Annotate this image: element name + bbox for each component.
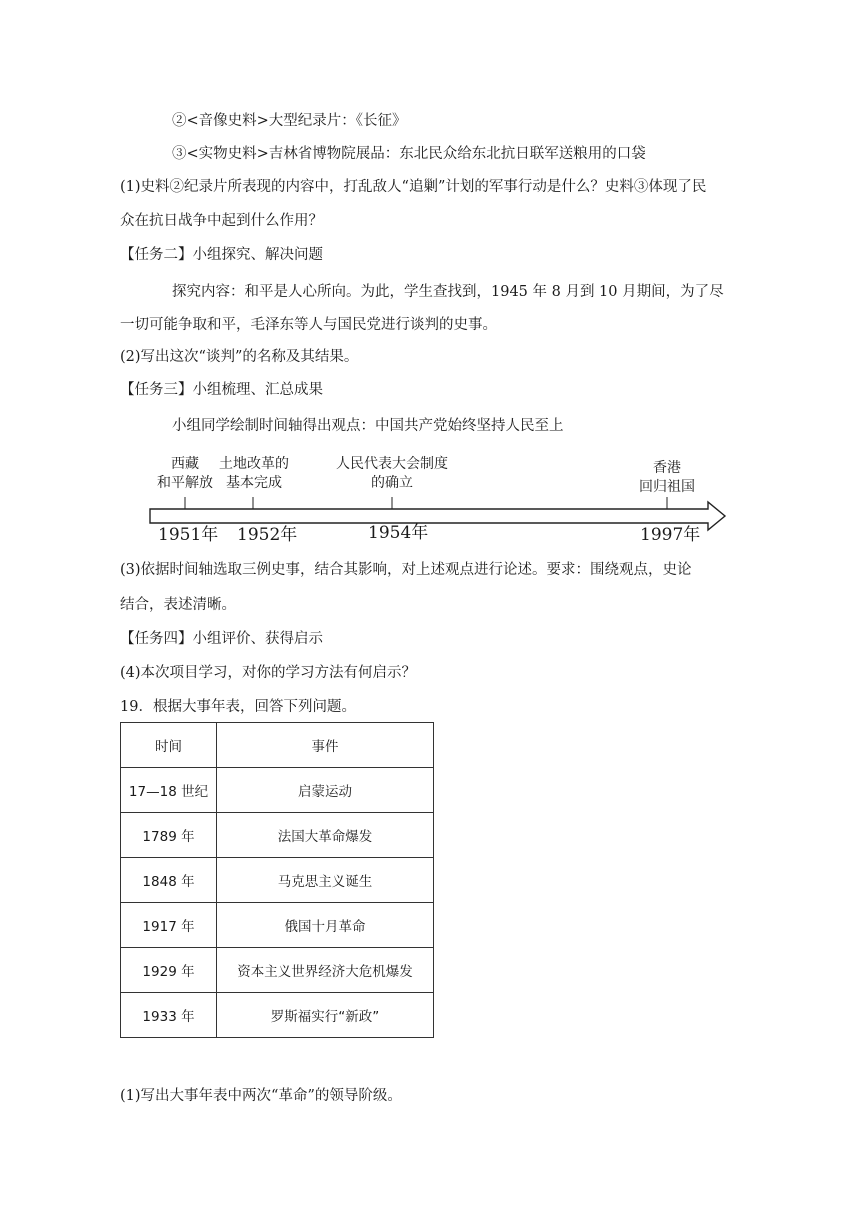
question-1-line-1: (1)史料②纪录片所表现的内容中，打乱敌人“追剿”计划的军事行动是什么？史料③体现了民 (120, 179, 707, 195)
timeline-event-2-label: 土地改革的 基本完成 (219, 456, 289, 491)
explore-line-2: 一切可能争取和平，毛泽东等人与国民党进行谈判的史事。 (120, 317, 497, 333)
table-cell-event: 法国大革命爆发 (217, 813, 434, 858)
table-row (121, 993, 434, 1038)
timeline-event-4-label: 香港 回归祖国 (639, 460, 695, 495)
timeline-intro: 小组同学绘制时间轴得出观点：中国共产党始终坚持人民至上 (172, 418, 564, 434)
table-header-row (121, 723, 434, 768)
timeline-figure (148, 455, 728, 545)
timeline-year-4: 1997年 (640, 525, 701, 545)
question-4: (4)本次项目学习，对你的学习方法有何启示？ (120, 665, 417, 681)
table-cell-event: 俄国十月革命 (217, 903, 434, 948)
table-cell-time: 17—18 世纪 (121, 768, 217, 813)
events-timeline-table (120, 722, 434, 1038)
table-header-time: 时间 (121, 723, 217, 768)
question-3-line-1: (3)依据时间轴选取三例史事，结合其影响，对上述观点进行论述。要求：围绕观点，史论 (120, 562, 692, 578)
question-2: (2)写出这次“谈判”的名称及其结果。 (120, 349, 359, 365)
table-row (121, 948, 434, 993)
table-cell-time: 1848 年 (121, 858, 217, 903)
table-cell-time: 1929 年 (121, 948, 217, 993)
table-cell-event: 启蒙运动 (217, 768, 434, 813)
timeline-event-3-label: 人民代表大会制度 的确立 (336, 456, 448, 491)
table-cell-event: 马克思主义诞生 (217, 858, 434, 903)
table-row (121, 768, 434, 813)
timeline-event-1-label: 西藏 和平解放 (157, 456, 213, 491)
timeline-year-2: 1952年 (237, 525, 298, 545)
table-row (121, 858, 434, 903)
table-cell-event: 资本主义世界经济大危机爆发 (217, 948, 434, 993)
timeline-year-1: 1951年 (158, 525, 219, 545)
explore-line-1: 探究内容：和平是人心所向。为此，学生查找到，1945 年 8 月到 10 月期间，为了尽 (172, 284, 724, 300)
table-row (121, 813, 434, 858)
table-cell-time: 1917 年 (121, 903, 217, 948)
question-3-line-2: 结合，表述清晰。 (120, 597, 236, 613)
material-2: ②<音像史料>大型纪录片：《长征》 (172, 113, 407, 129)
table-row (121, 903, 434, 948)
task-2-heading: 【任务二】小组探究、解决问题 (120, 247, 323, 263)
table-cell-event: 罗斯福实行“新政” (217, 993, 434, 1038)
table-cell-time: 1933 年 (121, 993, 217, 1038)
timeline-year-3: 1954年 (368, 523, 429, 543)
question-19: 19．根据大事年表，回答下列问题。 (120, 699, 356, 715)
table-cell-time: 1789 年 (121, 813, 217, 858)
material-3: ③<实物史料>吉林省博物院展品：东北民众给东北抗日联军送粮用的口袋 (172, 146, 646, 162)
task-3-heading: 【任务三】小组梳理、汇总成果 (120, 382, 323, 398)
task-4-heading: 【任务四】小组评价、获得启示 (120, 631, 323, 647)
question-1-line-2: 众在抗日战争中起到什么作用？ (120, 213, 323, 229)
question-19-1: (1)写出大事年表中两次“革命”的领导阶级。 (120, 1088, 402, 1104)
table-header-event: 事件 (217, 723, 434, 768)
